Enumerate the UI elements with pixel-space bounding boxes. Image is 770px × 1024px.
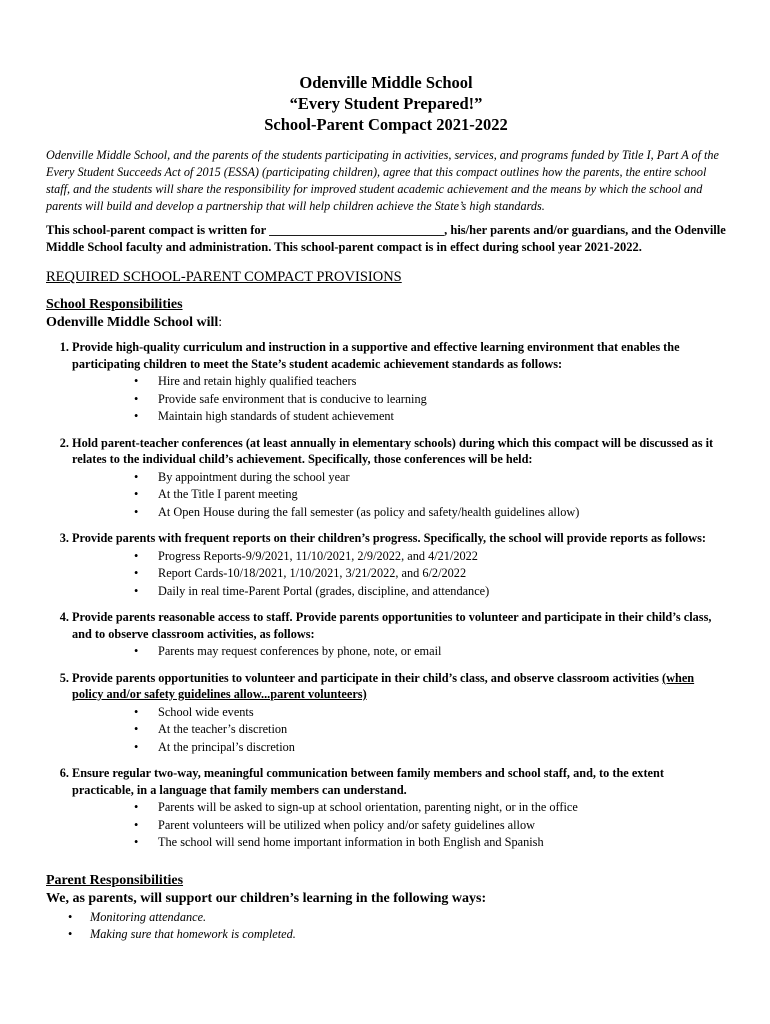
provision-text: Provide high-quality curriculum and instruction in a supportive and effective learning environment that enables the participating children to meet the State’s student academic achievement standards as follows:: [72, 340, 680, 371]
bullet-item: • Making sure that homework is completed.: [90, 926, 726, 943]
bullet-item: • At Open House during the fall semester (as policy and safety/health guidelines allow): [158, 504, 726, 522]
school-name: Odenville Middle School: [299, 73, 473, 92]
provision-text: Ensure regular two-way, meaningful communication between family members and school staff, and, to the extent practicable, in a language that family members can understand.: [72, 766, 664, 797]
bullet-item: • Maintain high standards of student achievement: [158, 408, 726, 426]
bullet-item: • Report Cards-10/18/2021, 1/10/2021, 3/21/2022, and 6/2/2022: [158, 565, 726, 583]
bullet-item: • Parents may request conferences by phone, note, or email: [158, 643, 726, 661]
bullet-item: • At the teacher’s discretion: [158, 721, 726, 739]
provision-text: Provide parents with frequent reports on their children’s progress. Specifically, the school will provide reports as follows:: [72, 531, 706, 545]
parent-responsibilities-heading: Parent Responsibilities: [46, 872, 184, 888]
provision-text-underlined: (when policy and/or safety guidelines allow...parent volunteers): [72, 670, 695, 701]
provision-bullets: [72, 548, 726, 601]
bullet-item: • Progress Reports-9/9/2021, 11/10/2021, 2/9/2022, and 4/21/2022: [158, 548, 726, 566]
provision-item: [72, 609, 726, 661]
parent-intro: We, as parents, will support our children’s learning in the following ways:: [46, 890, 487, 906]
provision-item: [72, 530, 726, 600]
provision-bullets: [72, 643, 726, 661]
intro-paragraph: Odenville Middle School, and the parents of the students participating in activities, services, and programs funded by Title I, Part A of the Every Student Succeeds Act of 2015 (ESSA) (participating children), agree that this compact outlines how the parents, the entire school staff, and the students will share the responsibility for improved student academic achievement and the means by which the school and parents will build and develop a partnership that will help children achieve the State’s high standards.: [46, 148, 719, 213]
bullet-item: • At the Title I parent meeting: [158, 486, 726, 504]
provision-bullets: [72, 373, 726, 426]
bullet-item: • Monitoring attendance.: [90, 909, 726, 926]
provision-bullets: [72, 799, 726, 852]
school-responsibilities-heading: School Responsibilities: [46, 297, 183, 312]
school-provisions-list: [46, 339, 726, 852]
provision-bullets: [72, 704, 726, 757]
title-block: [46, 72, 726, 135]
bullet-item: • Daily in real time-Parent Portal (grades, discipline, and attendance): [158, 583, 726, 601]
provision-bullets: [72, 469, 726, 522]
school-will-colon: :: [218, 315, 223, 330]
school-will-text: Odenville Middle School will: [46, 315, 219, 330]
bullet-item: • By appointment during the school year: [158, 469, 726, 487]
bullet-item: • At the principal’s discretion: [158, 739, 726, 757]
bullet-item: • School wide events: [158, 704, 726, 722]
provision-item: [72, 339, 726, 426]
provision-item: [72, 670, 726, 757]
provision-text: Provide parents opportunities to volunteer and participate in their child’s class, and observe classroom activities: [72, 670, 663, 685]
bullet-item: • Parent volunteers will be utilized when policy and/or safety guidelines allow: [158, 817, 726, 835]
bullet-item: • Provide safe environment that is conducive to learning: [158, 391, 726, 409]
compact-page: [46, 72, 726, 943]
bullet-item: • Parents will be asked to sign-up at school orientation, parenting night, or in the office: [158, 799, 726, 817]
provision-item: [72, 765, 726, 852]
bullet-item: • The school will send home important information in both English and Spanish: [158, 834, 726, 852]
compact-statement: This school-parent compact is written for ____________________________, his/her parents and/or guardians, and the Odenville Middle School faculty and administration. This school-parent compact is in effect during school year 2021-2022.: [46, 223, 726, 254]
school-will-label: [46, 314, 726, 331]
provision-text: Hold parent-teacher conferences (at least annually in elementary schools) during which this compact will be discussed as it relates to the individual child’s achievement. Specifically, those conferences will be held:: [72, 435, 714, 466]
school-motto: “Every Student Prepared!”: [289, 94, 483, 113]
bullet-item: • Hire and retain highly qualified teachers: [158, 373, 726, 391]
required-provisions-heading: REQUIRED SCHOOL-PARENT COMPACT PROVISIONS: [46, 269, 402, 285]
provision-text: Provide parents reasonable access to staff. Provide parents opportunities to volunteer and participate in their child’s class, and to observe classroom activities, as follows:: [72, 610, 712, 641]
provision-item: [72, 435, 726, 522]
parent-bullets: [46, 909, 726, 943]
compact-title: School-Parent Compact 2021-2022: [264, 115, 508, 134]
